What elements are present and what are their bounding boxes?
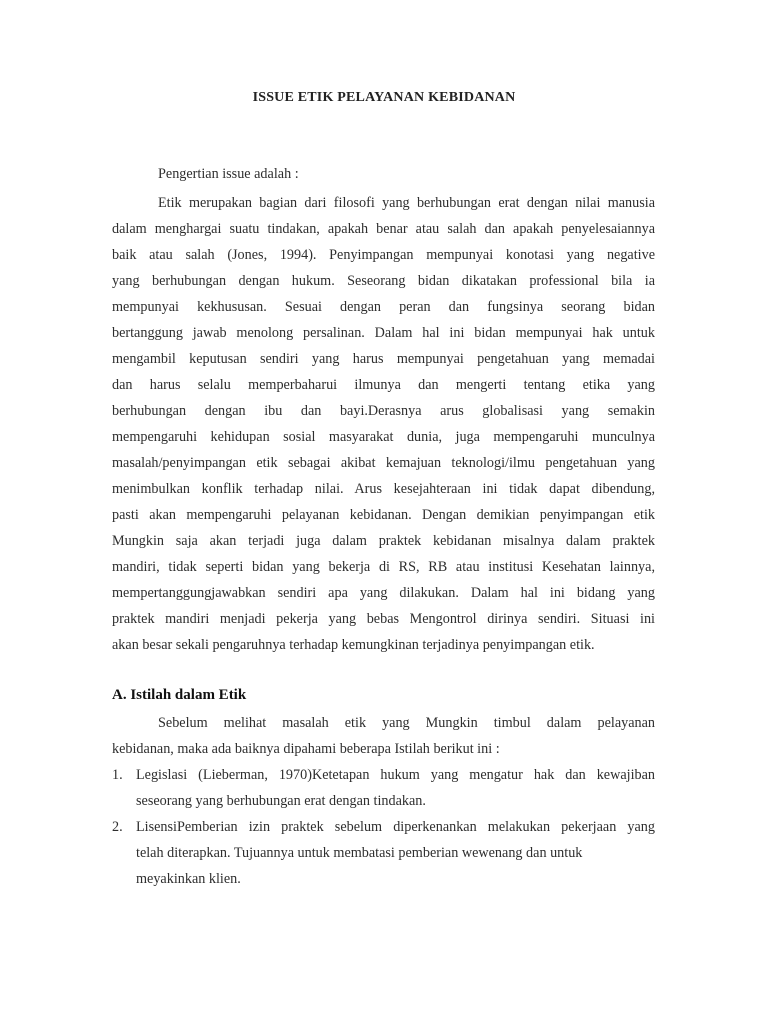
paragraph1-line: mempengaruhi kehidupan sosial masyarakat dunia, juga mempengaruhi munculnya — [112, 429, 655, 445]
paragraph1-line: pasti akan mempengaruhi pelayanan kebidanan. Dengan demikian penyimpangan etik — [112, 507, 655, 523]
paragraph1-line: akan besar sekali pengaruhnya terhadap kemungkinan terjadinya penyimpangan etik. — [112, 637, 595, 653]
paragraph1-line: masalah/penyimpangan etik sebagai akibat kemajuan teknologi/ilmu pengetahuan yang — [112, 455, 655, 471]
paragraph1-line: menimbulkan konflik terhadap nilai. Arus kesejahteraan ini tidak dapat dibendung, — [112, 481, 655, 497]
list-item-line: telah diterapkan. Tujuannya untuk membatasi pemberian wewenang dan untuk — [136, 845, 583, 861]
paragraph1-line: mandiri, tidak seperti bidan yang bekerja di RS, RB atau institusi Kesehatan lainnya, — [112, 559, 655, 575]
paragraph1-line: mempunyai kekhususan. Sesuai dengan peran dan fungsinya seorang bidan — [112, 299, 655, 315]
paragraph2-line: Sebelum melihat masalah etik yang Mungkin timbul dalam pelayanan — [158, 715, 655, 731]
paragraph2-line: kebidanan, maka ada baiknya dipahami beberapa Istilah berikut ini : — [112, 741, 500, 757]
paragraph1-line: dan harus selalu memperbaharui ilmunya dan mengerti tentang etika yang — [112, 377, 655, 393]
paragraph1-line: berhubungan dengan ibu dan bayi.Derasnya arus globalisasi yang semakin — [112, 403, 655, 419]
list-number: 1. — [112, 767, 123, 783]
section-heading: A. Istilah dalam Etik — [112, 687, 247, 703]
paragraph1-line: Etik merupakan bagian dari filosofi yang berhubungan erat dengan nilai manusia — [158, 195, 655, 211]
list-item-line: meyakinkan klien. — [136, 871, 241, 887]
document-title: ISSUE ETIK PELAYANAN KEBIDANAN — [252, 90, 516, 105]
paragraph1-line: Mungkin saja akan terjadi juga dalam praktek kebidanan misalnya dalam praktek — [112, 533, 655, 549]
paragraph1-line: praktek mandiri menjadi pekerja yang bebas Mengontrol dirinya sendiri. Situasi ini — [112, 611, 655, 627]
list-item-line: Legislasi (Lieberman, 1970)Ketetapan hukum yang mengatur hak dan kewajiban — [136, 767, 655, 783]
paragraph1-line: mengambil keputusan sendiri yang harus mempunyai pengetahuan yang memadai — [112, 351, 655, 367]
paragraph1-line: bertanggung jawab menolong persalinan. Dalam hal ini bidan mempunyai hak untuk — [112, 325, 655, 341]
paragraph1-line: yang berhubungan dengan hukum. Seseorang bidan dikatakan professional bila ia — [112, 273, 655, 289]
paragraph1-line: baik atau salah (Jones, 1994). Penyimpangan mempunyai konotasi yang negative — [112, 247, 655, 263]
paragraph1-line: dalam menghargai suatu tindakan, apakah benar atau salah dan apakah penyelesaiannya — [112, 221, 655, 237]
paragraph1-line: mempertanggungjawabkan sendiri apa yang dilakukan. Dalam hal ini bidang yang — [112, 585, 655, 601]
list-item-line: seseorang yang berhubungan erat dengan tindakan. — [136, 793, 426, 809]
list-item-line: LisensiPemberian izin praktek sebelum diperkenankan melakukan pekerjaan yang — [136, 819, 655, 835]
intro-label: Pengertian issue adalah : — [158, 166, 299, 182]
list-number: 2. — [112, 819, 123, 835]
